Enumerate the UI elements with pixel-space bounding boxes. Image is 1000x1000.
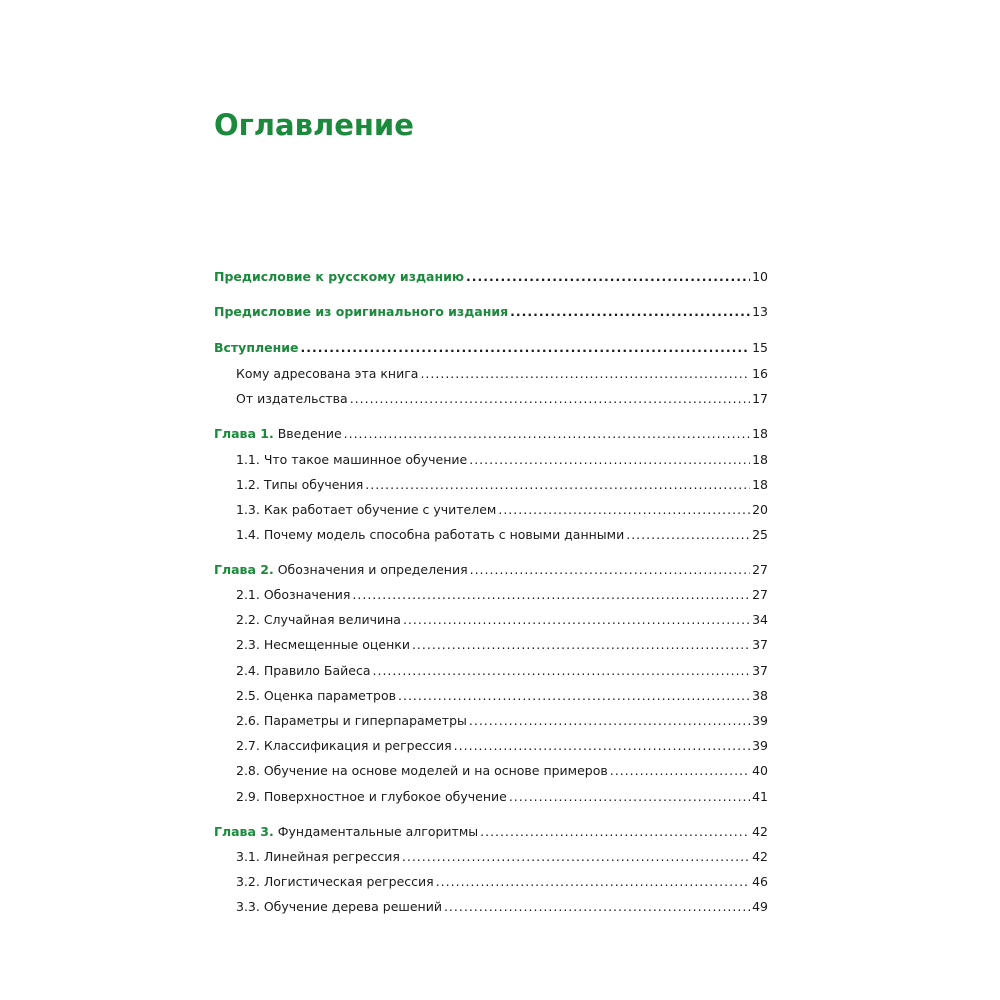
toc-entry-title: 2.5. Оценка параметров xyxy=(236,688,396,703)
toc-entry-label xyxy=(214,426,342,442)
toc-entry[interactable] xyxy=(214,562,768,578)
dot-leader xyxy=(454,738,750,754)
toc-entry-label xyxy=(214,562,468,578)
toc-entry-label xyxy=(214,269,464,285)
toc-entry-title: Кому адресована эта книга xyxy=(236,366,419,381)
page-title: Оглавление xyxy=(214,108,414,142)
toc-entry-title: 1.3. Как работает обучение с учителем xyxy=(236,502,497,517)
toc-entry-label xyxy=(236,637,410,653)
page-number: 37 xyxy=(752,637,768,652)
toc-entry[interactable] xyxy=(236,663,768,679)
toc-entry-label xyxy=(236,452,467,468)
page-number: 17 xyxy=(752,391,768,406)
page-number: 42 xyxy=(752,849,768,864)
page-number: 27 xyxy=(752,587,768,602)
dot-leader xyxy=(469,713,750,729)
toc-entry[interactable] xyxy=(236,789,768,805)
toc-entry-label xyxy=(236,502,496,518)
chapter-number: Глава 3. xyxy=(214,824,274,839)
toc-entry[interactable] xyxy=(236,587,768,603)
page-number: 18 xyxy=(752,452,768,467)
page-number: 15 xyxy=(752,340,768,355)
toc-entry-label xyxy=(236,663,371,679)
toc-entry-title: 3.1. Линейная регрессия xyxy=(236,849,400,864)
dot-leader xyxy=(398,688,750,704)
toc-entry[interactable] xyxy=(236,899,768,915)
toc-entry-label xyxy=(214,304,508,320)
toc-entry-label xyxy=(236,587,350,603)
toc-entry[interactable] xyxy=(236,502,768,518)
toc-entry-title: 2.9. Поверхностное и глубокое обучение xyxy=(236,789,507,804)
dot-leader xyxy=(365,477,750,493)
dot-leader xyxy=(610,763,750,779)
toc-entry-label xyxy=(236,477,363,493)
toc-entry-title: Фундаментальные алгоритмы xyxy=(277,824,479,839)
toc-entry[interactable] xyxy=(236,391,768,407)
dot-leader xyxy=(480,824,750,840)
toc-entry[interactable] xyxy=(236,763,768,779)
toc-entry-title: 3.3. Обучение дерева решений xyxy=(236,899,442,914)
toc-entry-title: Введение xyxy=(277,426,342,441)
dot-leader xyxy=(373,663,750,679)
toc-entry[interactable] xyxy=(214,340,768,356)
toc-entry[interactable] xyxy=(236,527,768,543)
toc-entry-label xyxy=(236,763,608,779)
toc-entry-label xyxy=(236,527,624,543)
dot-leader xyxy=(344,426,750,442)
page-number: 16 xyxy=(752,366,768,381)
toc-entry-label xyxy=(236,391,348,407)
toc-entry-title: Обозначения и определения xyxy=(277,562,468,577)
toc-entry[interactable] xyxy=(214,426,768,442)
toc-entry[interactable] xyxy=(236,713,768,729)
toc-entry-title: Предисловие из оригинального издания xyxy=(214,304,509,319)
toc-entry[interactable] xyxy=(214,824,768,840)
dot-leader xyxy=(466,269,750,285)
page-number: 40 xyxy=(752,763,768,778)
toc-entry[interactable] xyxy=(236,874,768,890)
toc-entry-label xyxy=(236,612,401,628)
page-number: 39 xyxy=(752,713,768,728)
page-number: 42 xyxy=(752,824,768,839)
toc-entry-title: Вступление xyxy=(214,340,299,355)
toc-entry[interactable] xyxy=(236,366,768,382)
toc-entry-label xyxy=(214,824,478,840)
toc-entry-label xyxy=(236,738,452,754)
dot-leader xyxy=(469,452,750,468)
page-number: 13 xyxy=(752,304,768,319)
dot-leader xyxy=(510,304,750,320)
page-number: 18 xyxy=(752,426,768,441)
page-number: 25 xyxy=(752,527,768,542)
toc-entry[interactable] xyxy=(236,849,768,865)
toc-entry-title: 1.4. Почему модель способна работать с новыми данными xyxy=(236,527,625,542)
page-number: 10 xyxy=(752,269,768,284)
toc-entry[interactable] xyxy=(214,304,768,320)
dot-leader xyxy=(626,527,750,543)
dot-leader xyxy=(350,391,750,407)
toc-entry-title: 1.1. Что такое машинное обучение xyxy=(236,452,468,467)
dot-leader xyxy=(300,340,750,356)
toc-entry-label xyxy=(236,789,507,805)
page-number: 18 xyxy=(752,477,768,492)
toc-entry-title: 2.7. Классификация и регрессия xyxy=(236,738,452,753)
toc-entry[interactable] xyxy=(236,477,768,493)
dot-leader xyxy=(402,849,750,865)
toc-entry-title: 3.2. Логистическая регрессия xyxy=(236,874,434,889)
toc-entry-title: 2.8. Обучение на основе моделей и на основе примеров xyxy=(236,763,608,778)
dot-leader xyxy=(444,899,750,915)
page-number: 34 xyxy=(752,612,768,627)
toc-entry-title: 2.3. Несмещенные оценки xyxy=(236,637,410,652)
toc-entry[interactable] xyxy=(236,452,768,468)
dot-leader xyxy=(436,874,750,890)
page-number: 38 xyxy=(752,688,768,703)
page-number: 39 xyxy=(752,738,768,753)
chapter-number: Глава 2. xyxy=(214,562,274,577)
page-number: 46 xyxy=(752,874,768,889)
toc-entry-title: 2.4. Правило Байеса xyxy=(236,663,371,678)
page-number: 49 xyxy=(752,899,768,914)
toc-entry-label xyxy=(236,849,400,865)
toc-entry-title: 2.6. Параметры и гиперпараметры xyxy=(236,713,467,728)
dot-leader xyxy=(352,587,750,603)
toc-entry-title: 2.1. Обозначения xyxy=(236,587,351,602)
dot-leader xyxy=(498,502,750,518)
toc-entry-label xyxy=(236,874,434,890)
dot-leader xyxy=(470,562,750,578)
toc-entry-label xyxy=(236,366,418,382)
dot-leader xyxy=(412,637,750,653)
toc-entry[interactable] xyxy=(236,612,768,628)
toc-entry[interactable] xyxy=(236,688,768,704)
toc-entry-title: Предисловие к русскому изданию xyxy=(214,269,465,284)
toc-entry[interactable] xyxy=(236,738,768,754)
page-number: 27 xyxy=(752,562,768,577)
toc-entry[interactable] xyxy=(214,269,768,285)
toc-entry[interactable] xyxy=(236,637,768,653)
toc-entry-label xyxy=(236,713,467,729)
toc-entry-title: 1.2. Типы обучения xyxy=(236,477,364,492)
toc-entry-label xyxy=(236,899,442,915)
toc-entry-title: От издательства xyxy=(236,391,348,406)
page-number: 37 xyxy=(752,663,768,678)
dot-leader xyxy=(509,789,750,805)
page-number: 41 xyxy=(752,789,768,804)
toc-entry-title: 2.2. Случайная величина xyxy=(236,612,401,627)
toc-entry-label xyxy=(214,340,298,356)
chapter-number: Глава 1. xyxy=(214,426,274,441)
page-number: 20 xyxy=(752,502,768,517)
toc-entry-label xyxy=(236,688,396,704)
dot-leader xyxy=(403,612,750,628)
dot-leader xyxy=(420,366,750,382)
